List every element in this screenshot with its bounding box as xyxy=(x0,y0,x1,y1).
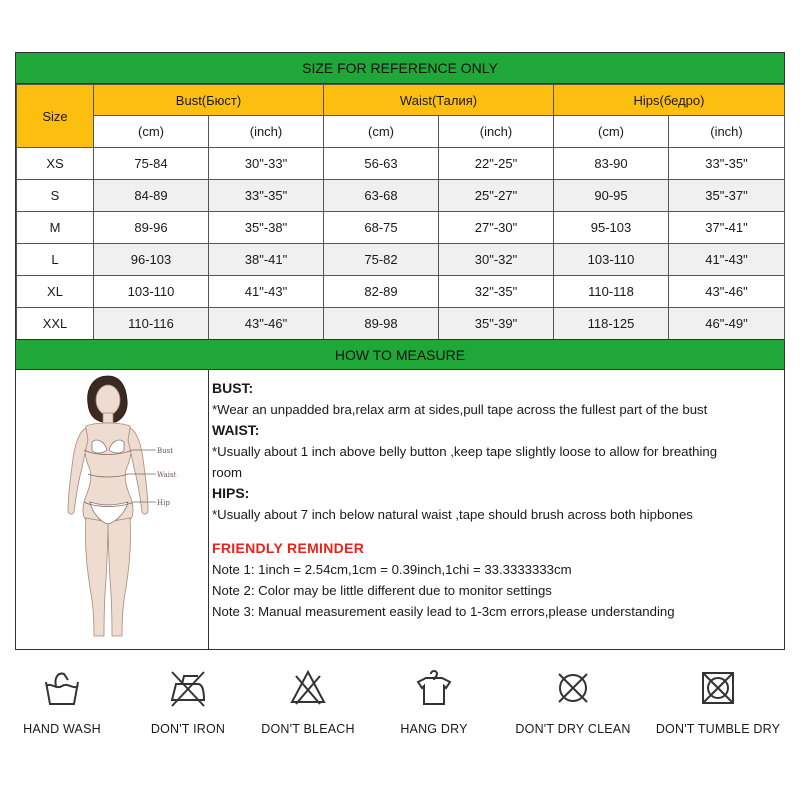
figure-waist-label: Waist xyxy=(157,471,177,479)
care-instructions xyxy=(0,668,800,768)
care-item-no-dry-clean xyxy=(503,668,643,736)
no-tumble-dry-icon xyxy=(698,668,738,708)
no-bleach-icon xyxy=(288,668,328,708)
measurement-cell: 35"-37" xyxy=(669,180,785,212)
measurement-cell: 110-118 xyxy=(554,276,669,308)
measurement-cell: 82-89 xyxy=(324,276,439,308)
size-cell: XS xyxy=(17,148,94,180)
measurement-cell: 43"-46" xyxy=(209,308,324,340)
size-chart xyxy=(15,52,785,650)
measurement-cell: 110-116 xyxy=(94,308,209,340)
measurement-cell: 84-89 xyxy=(94,180,209,212)
care-label: DON'T DRY CLEAN xyxy=(515,722,631,736)
unit-header: (cm) xyxy=(94,116,209,148)
hand-wash-icon xyxy=(42,668,82,708)
table-row xyxy=(17,180,785,212)
hips-header: Hips(бедро) xyxy=(554,85,785,116)
how-to-measure-section xyxy=(16,370,784,649)
unit-header: (cm) xyxy=(324,116,439,148)
waist-text: *Usually about 1 inch above belly button ,keep tape slightly loose to allow for breathing xyxy=(212,444,718,459)
bust-title: BUST: xyxy=(212,380,254,396)
unit-header: (inch) xyxy=(209,116,324,148)
table-row xyxy=(17,212,785,244)
care-item-hand-wash xyxy=(0,668,132,736)
hips-text: *Usually about 7 inch below natural waist ,tape should brush across both hipbones xyxy=(212,507,693,522)
measurement-cell: 83-90 xyxy=(554,148,669,180)
measurement-cell: 33"-35" xyxy=(669,148,785,180)
measurement-cell: 30"-33" xyxy=(209,148,324,180)
measurement-cell: 63-68 xyxy=(324,180,439,212)
size-cell: L xyxy=(17,244,94,276)
measurement-cell: 37"-41" xyxy=(669,212,785,244)
waist-header: Waist(Талия) xyxy=(324,85,554,116)
measurement-cell: 32"-35" xyxy=(439,276,554,308)
care-label: DON'T IRON xyxy=(150,722,226,736)
care-item-no-iron xyxy=(118,668,258,736)
measurement-cell: 96-103 xyxy=(94,244,209,276)
no-iron-icon xyxy=(168,668,208,708)
waist-title: WAIST: xyxy=(212,422,260,438)
unit-header: (cm) xyxy=(554,116,669,148)
how-to-measure-banner: HOW TO MEASURE xyxy=(16,339,784,370)
table-row xyxy=(17,148,785,180)
measurement-cell: 41"-43" xyxy=(209,276,324,308)
size-table xyxy=(16,84,785,340)
size-reference-banner: SIZE FOR REFERENCE ONLY xyxy=(16,53,784,84)
size-cell: M xyxy=(17,212,94,244)
care-item-no-tumble-dry xyxy=(648,668,788,736)
waist-text-cont: room xyxy=(212,465,243,480)
measurement-cell: 56-63 xyxy=(324,148,439,180)
body-figure xyxy=(16,370,209,649)
measurement-cell: 30"-32" xyxy=(439,244,554,276)
measurement-cell: 46"-49" xyxy=(669,308,785,340)
measurement-cell: 103-110 xyxy=(554,244,669,276)
reminder-title: FRIENDLY REMINDER xyxy=(212,540,365,556)
size-cell: S xyxy=(17,180,94,212)
size-cell: XL xyxy=(17,276,94,308)
unit-header: (inch) xyxy=(439,116,554,148)
figure-hip-label: Hip xyxy=(157,499,170,507)
measurement-cell: 38"-41" xyxy=(209,244,324,276)
note-3: Note 3: Manual measurement easily lead to 1-3cm errors,please understanding xyxy=(212,604,675,619)
measurement-cell: 35"-39" xyxy=(439,308,554,340)
measurement-cell: 103-110 xyxy=(94,276,209,308)
care-label: DON'T TUMBLE DRY xyxy=(655,722,781,736)
measurement-cell: 95-103 xyxy=(554,212,669,244)
measurement-cell: 75-84 xyxy=(94,148,209,180)
note-1: Note 1: 1inch = 2.54cm,1cm = 0.39inch,1chi = 33.3333333cm xyxy=(212,562,572,577)
measurement-cell: 89-96 xyxy=(94,212,209,244)
table-row xyxy=(17,276,785,308)
measurement-cell: 25"-27" xyxy=(439,180,554,212)
care-item-no-bleach xyxy=(238,668,378,736)
care-item-hang-dry xyxy=(364,668,504,736)
size-cell: XXL xyxy=(17,308,94,340)
care-label: DON'T BLEACH xyxy=(261,722,355,736)
measurement-cell: 22"-25" xyxy=(439,148,554,180)
note-2: Note 2: Color may be little different due to monitor settings xyxy=(212,583,552,598)
size-column-header: Size xyxy=(17,85,94,148)
care-label: HAND WASH xyxy=(23,722,101,736)
measure-instructions xyxy=(212,378,777,622)
unit-header: (inch) xyxy=(669,116,785,148)
measurement-cell: 89-98 xyxy=(324,308,439,340)
measurement-cell: 27"-30" xyxy=(439,212,554,244)
hang-dry-icon xyxy=(414,668,454,708)
measurement-cell: 43"-46" xyxy=(669,276,785,308)
bust-header: Bust(Бюст) xyxy=(94,85,324,116)
bust-text: *Wear an unpadded bra,relax arm at sides,pull tape across the fullest part of the bust xyxy=(212,402,708,417)
measurement-cell: 33"-35" xyxy=(209,180,324,212)
measurement-cell: 35"-38" xyxy=(209,212,324,244)
body-measure-illustration xyxy=(16,370,208,649)
measurement-cell: 75-82 xyxy=(324,244,439,276)
care-label: HANG DRY xyxy=(400,722,468,736)
measurement-cell: 41"-43" xyxy=(669,244,785,276)
table-row xyxy=(17,308,785,340)
measurement-cell: 90-95 xyxy=(554,180,669,212)
figure-bust-label: Bust xyxy=(157,447,174,455)
no-dry-clean-icon xyxy=(553,668,593,708)
measurement-cell: 68-75 xyxy=(324,212,439,244)
measurement-cell: 118-125 xyxy=(554,308,669,340)
table-row xyxy=(17,244,785,276)
hips-title: HIPS: xyxy=(212,485,250,501)
